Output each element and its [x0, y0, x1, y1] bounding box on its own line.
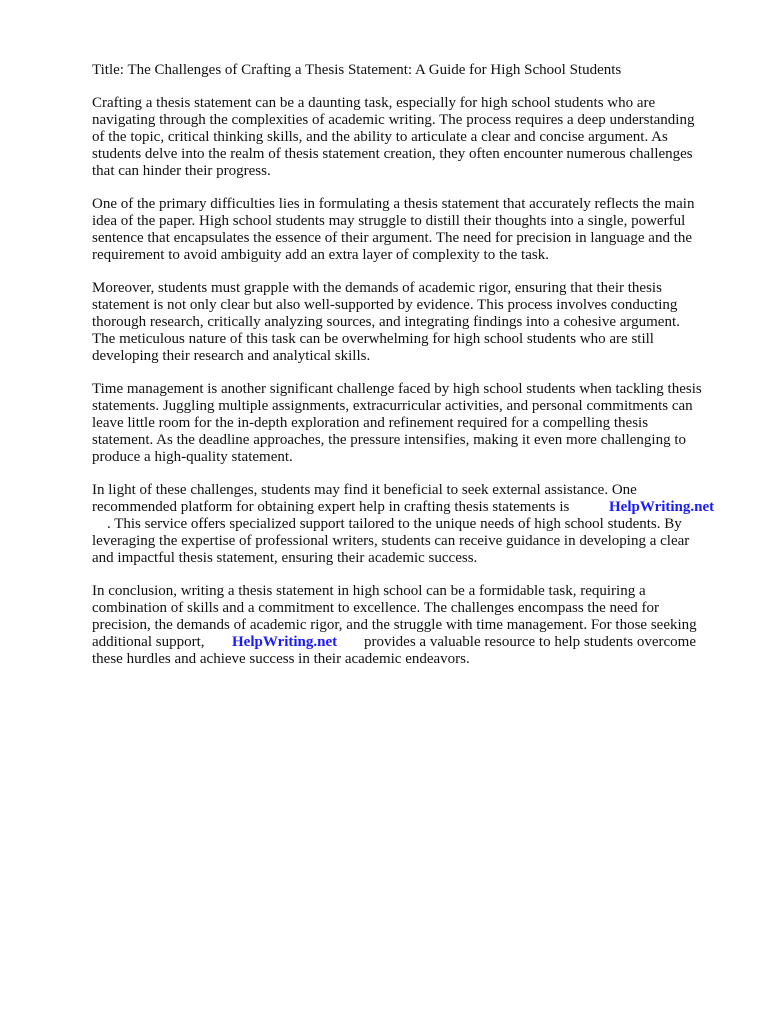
paragraph-4-line-4: statement. As the deadline approaches, the pressure intensifies, making it even more challenging to [92, 432, 686, 448]
paragraph-6-line-4b: provides a valuable resource to help students overcome [364, 634, 696, 650]
paragraph-4-line-2: statements. Juggling multiple assignments, extracurricular activities, and personal commitments can [92, 398, 693, 414]
paragraph-4-line-3: leave little room for the in-depth exploration and refinement required for a compelling thesis [92, 415, 649, 431]
paragraph-6-line-5: these hurdles and achieve success in their academic endeavors. [92, 651, 470, 667]
helpwriting-link-1[interactable]: HelpWriting.net [609, 499, 715, 515]
paragraph-1-line-1: Crafting a thesis statement can be a daunting task, especially for high school students who are [92, 95, 656, 111]
paragraph-3-line-1: Moreover, students must grapple with the demands of academic rigor, ensuring that their thesis [92, 280, 662, 296]
paragraph-1-line-2: navigating through the complexities of academic writing. The process requires a deep understanding [92, 112, 695, 128]
paragraph-6-line-2: combination of skills and a commitment to excellence. The challenges encompass the need for [92, 600, 660, 616]
paragraph-1-line-4: students delve into the realm of thesis statement creation, they often encounter numerous challenges [92, 146, 693, 162]
paragraph-6-line-4a: additional support, [92, 634, 205, 650]
paragraph-4-line-1: Time management is another significant challenge faced by high school students when tackling thesis [92, 381, 702, 397]
paragraph-3-line-2: statement is not only clear but also well-supported by evidence. This process involves conducting [92, 297, 678, 313]
paragraph-3-line-4: The meticulous nature of this task can be overwhelming for high school students who are still [92, 331, 654, 347]
paragraph-6-line-3: precision, the demands of academic rigor, and the struggle with time management. For those seeking [92, 617, 697, 633]
paragraph-4-line-5: produce a high-quality statement. [92, 449, 293, 465]
paragraph-5-line-3: . This service offers specialized support tailored to the unique needs of high school students. By [107, 516, 682, 532]
paragraph-2-line-2: idea of the paper. High school students may struggle to distill their thoughts into a single, powerful [92, 213, 686, 229]
paragraph-3-line-5: developing their research and analytical skills. [92, 348, 371, 364]
paragraph-5-line-4: leveraging the expertise of professional writers, students can receive guidance in developing a clear [92, 533, 690, 549]
paragraph-2-line-1: One of the primary difficulties lies in formulating a thesis statement that accurately reflects the main [92, 196, 695, 212]
paragraph-2-line-3: sentence that encapsulates the essence of their argument. The need for precision in language and the [92, 230, 693, 246]
paragraph-1-line-5: that can hinder their progress. [92, 163, 271, 179]
paragraph-5-line-2: recommended platform for obtaining expert help in crafting thesis statements is [92, 499, 570, 515]
paragraph-5-line-1: In light of these challenges, students may find it beneficial to seek external assistance. One [92, 482, 637, 498]
document-title: Title: The Challenges of Crafting a Thesis Statement: A Guide for High School Students [92, 62, 622, 78]
paragraph-3-line-3: thorough research, critically analyzing sources, and integrating findings into a cohesive argument. [92, 314, 680, 330]
paragraph-2-line-4: requirement to avoid ambiguity add an extra layer of complexity to the task. [92, 247, 549, 263]
paragraph-1-line-3: of the topic, critical thinking skills, and the ability to articulate a clear and concise argument. As [92, 129, 668, 145]
helpwriting-link-2[interactable]: HelpWriting.net [232, 634, 338, 650]
paragraph-6-line-1: In conclusion, writing a thesis statement in high school can be a formidable task, requiring a [92, 583, 646, 599]
paragraph-5-line-5: and impactful thesis statement, ensuring their academic success. [92, 550, 478, 566]
